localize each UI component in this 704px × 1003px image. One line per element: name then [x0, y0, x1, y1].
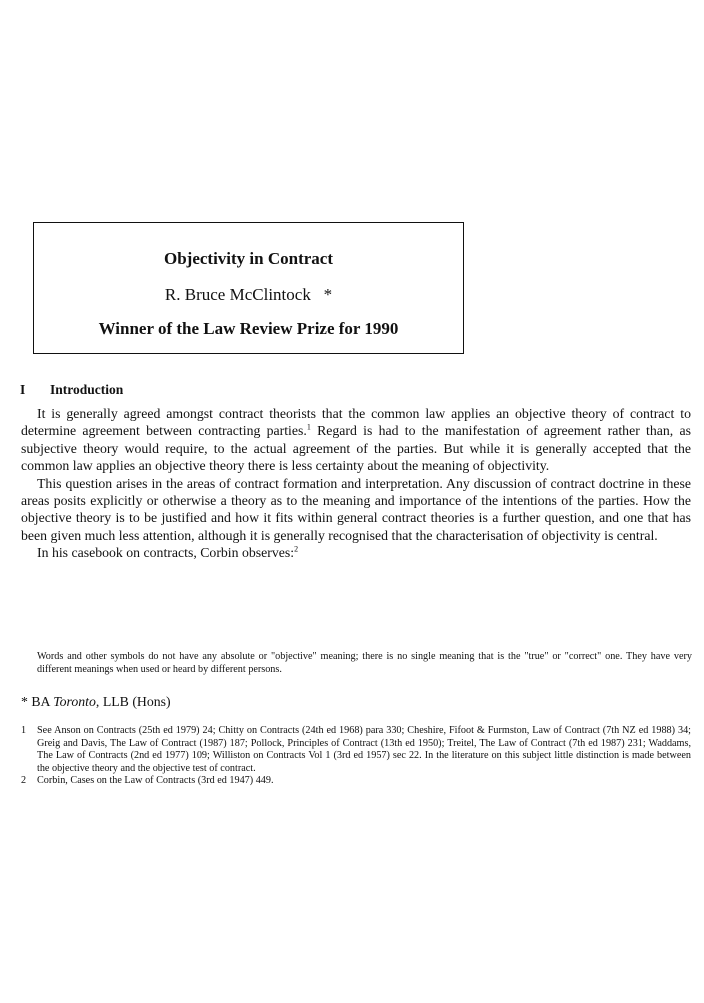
footnote-ref[interactable]: 2	[294, 544, 299, 554]
footnote	[21, 775, 691, 788]
author-note-mark: *	[21, 694, 28, 709]
block-quote: Words and other symbols do not have any absolute or "objective" meaning; there is no single meaning that is the "true" or "correct" one. They have very different meanings when used or heard by different persons.	[37, 651, 692, 675]
section-heading	[20, 382, 123, 398]
prize-line: Winner of the Law Review Prize for 1990	[98, 319, 399, 338]
paragraph-text: In his casebook on contracts, Corbin observes:	[37, 545, 295, 561]
author-note-institution: Toronto	[53, 694, 96, 709]
paragraph-text: This question arises in the areas of contract formation and interpretation. Any discussion of contract doctrine in these areas posits explicitly or otherwise a theory as to the meaning and importance of the intentions of the parties. How the objective theory is to be justified and how it fits within general contract theories is a further question, and one that has been given much less attention, although it is generally recognised that the characterisation of objectivity is central.	[21, 475, 691, 543]
article-title: Objectivity in Contract	[163, 249, 334, 268]
footnote	[21, 725, 691, 775]
section-title: Introduction	[50, 382, 124, 397]
paragraph-text: Regard is had to the manifestation of agreement rather than, as subjective theory would require, to the actual agreement of the parties. But while it is generally accepted that the common law applies an objective theory there is less certainty about the meaning of objectivity.	[21, 423, 691, 474]
author-mark: *	[323, 285, 333, 304]
body-text	[21, 405, 691, 562]
section-number: I	[20, 382, 26, 397]
paragraph-text: It is generally agreed amongst contract theorists that the common law applies an objective theory of contract to determine agreement between contracting parties.	[21, 406, 691, 439]
author-note	[21, 694, 171, 710]
footnote-number: 2	[21, 775, 27, 787]
footnotes	[21, 725, 691, 788]
footnote-text: Corbin, Cases on the Law of Contracts (3rd ed 1947) 449.	[37, 775, 274, 787]
title-box	[33, 222, 464, 354]
footnote-text: See Anson on Contracts (25th ed 1979) 24; Chitty on Contracts (24th ed 1968) para 330; Cheshire, Fifoot & Furmston, Law of Contract (7th NZ ed 1988) 34; Greig and Davis, The Law of Contract (1987) 187; Pollock, Principles of Contract (13th ed 1950); Treitel, The Law of Contract (7th ed 1987) 231; Waddams, The Law of Contracts (2nd ed 1977) 109; Williston on Contracts Vol 1 (3rd ed 1957) sec 22. In the literature on this subject little distinction is made between the objective theory and the objective test of contract.	[37, 725, 691, 774]
paragraph	[21, 405, 691, 475]
paragraph	[21, 475, 691, 545]
footnote-number: 1	[21, 725, 27, 736]
paragraph	[21, 544, 691, 561]
author-name: R. Bruce McClintock	[164, 285, 311, 304]
author-line	[34, 285, 463, 305]
author-note-suffix: , LLB (Hons)	[95, 694, 171, 709]
footnote-ref[interactable]: 1	[306, 422, 311, 432]
author-note-prefix: BA	[31, 694, 54, 709]
